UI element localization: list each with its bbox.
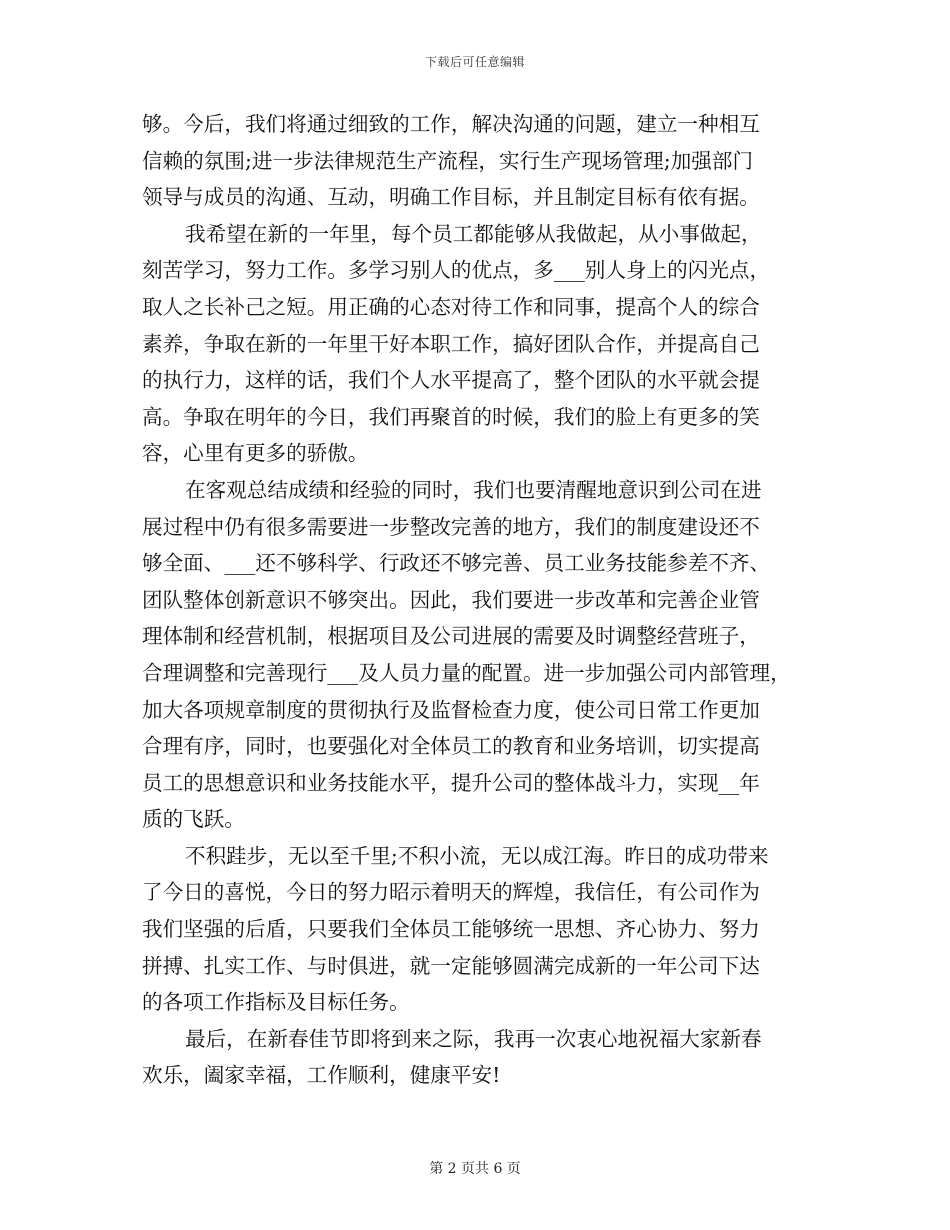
text-line: 合理有序，同时，也要强化对全体员工的教育和业务培训，切实提高 <box>142 734 760 759</box>
body-text <box>142 106 810 1094</box>
text-line: 的各项工作指标及目标任务。 <box>142 990 410 1015</box>
text-line: 够。今后，我们将通过细致的工作，解决沟通的问题，建立一种相互 <box>142 112 760 136</box>
text-line: 取人之长补己之短。用正确的心态对待工作和同事，提高个人的综合 <box>142 294 760 319</box>
text-line: 信赖的氛围;进一步法律规范生产流程，实行生产现场管理;加强部门 <box>142 148 754 173</box>
text-line: 加大各项规章制度的贯彻执行及监督检查力度，使公司日常工作更加 <box>142 697 760 722</box>
text-line: 员工的思想意识和业务技能水平，提升公司的整体战斗力，实现__年 <box>142 770 760 795</box>
text-line: 高。争取在明年的今日，我们再聚首的时候，我们的脸上有更多的笑 <box>142 404 760 429</box>
text-line: 理体制和经营机制，根据项目及公司进展的需要及时调整经营班子， <box>142 624 760 649</box>
paragraph-start: 最后，在新春佳节即将到来之际，我再一次衷心地祝福大家新春 <box>185 1026 762 1051</box>
text-line: 领导与成员的沟通、互动，明确工作目标，并且制定目标有依有据。 <box>142 185 760 210</box>
text-line: 容，心里有更多的骄傲。 <box>142 441 369 466</box>
text-line: 我们坚强的后盾，只要我们全体员工能够统一思想、齐心协力、努力 <box>142 917 760 942</box>
text-line: 刻苦学习，努力工作。多学习别人的优点，多___别人身上的闪光点， <box>142 258 771 283</box>
text-line: 了今日的喜悦，今日的努力昭示着明天的辉煌，我信任，有公司作为 <box>142 880 760 905</box>
paragraph-start: 不积跬步，无以至千里;不积小流，无以成江海。昨日的成功带来 <box>185 843 769 868</box>
text-line: 够全面、___还不够科学、行政还不够完善、员工业务技能参差不齐、 <box>142 551 771 576</box>
text-line: 团队整体创新意识不够突出。因此，我们要进一步改革和完善企业管 <box>142 587 760 612</box>
page-header: 下载后可任意编辑 <box>424 55 525 69</box>
paragraph-start: 我希望在新的一年里，每个员工都能够从我做起，从小事做起， <box>185 221 762 246</box>
page-footer: 第 2 页共 6 页 <box>429 1161 521 1177</box>
text-line: 拼搏、扎实工作、与时俱进，就一定能够圆满完成新的一年公司下达 <box>142 953 760 978</box>
text-line: 质的飞跃。 <box>142 807 245 832</box>
text-line: 展过程中仍有很多需要进一步整改完善的地方，我们的制度建设还不 <box>142 514 760 539</box>
text-line: 合理调整和完善现行___及人员力量的配置。进一步加强公司内部管理， <box>142 660 791 685</box>
text-line: 欢乐，阖家幸福，工作顺利，健康平安! <box>142 1063 501 1088</box>
text-line: 素养，争取在新的一年里干好本职工作，搞好团队合作，并提高自己 <box>142 331 760 356</box>
text-line: 的执行力，这样的话，我们个人水平提高了，整个团队的水平就会提 <box>142 368 760 393</box>
paragraph-start: 在客观总结成绩和经验的同时，我们也要清醒地意识到公司在进 <box>185 477 762 502</box>
